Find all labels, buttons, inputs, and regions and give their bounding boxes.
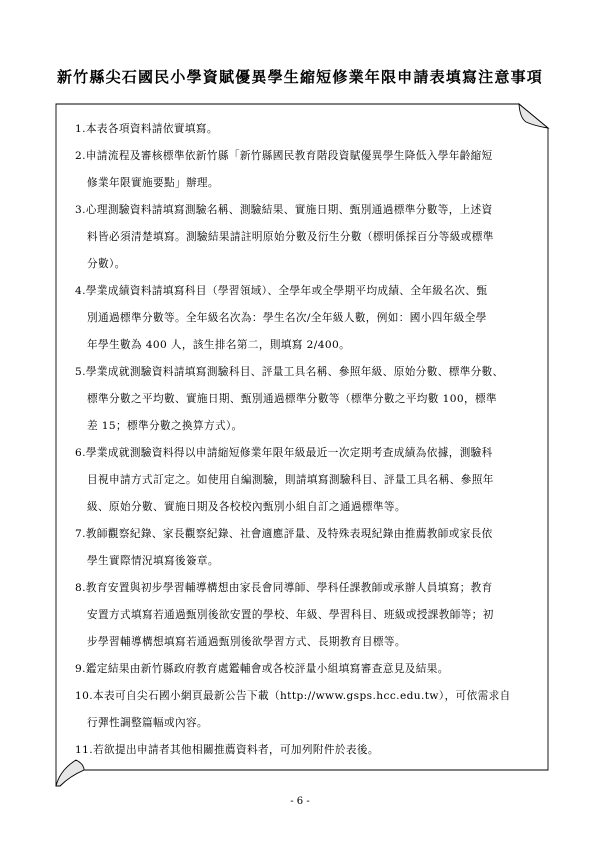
note-line: 安置方式填寫若通過甄別後欲安置的學校、年級、學習科目、班級或授課教師等；初 xyxy=(87,609,494,621)
note-line: 目視申請方式訂定之。如使用自編測驗，則請填寫測驗科目、評量工具名稱、參照年 xyxy=(87,474,494,486)
note-line: 分數）。 xyxy=(87,258,126,270)
note-item xyxy=(75,278,535,359)
note-item xyxy=(75,737,535,764)
note-item xyxy=(75,440,535,521)
note-line: 別通過標準分數等。全年級名次為：學生名次/全年級人數，例如：國小四年級全學 xyxy=(87,312,487,324)
note-line: 級、原始分數、實施日期及各校校內甄別小組自訂之通過標準等。 xyxy=(87,501,406,513)
note-line: 料皆必須清楚填寫。測驗結果請註明原始分數及衍生分數（標明係採百分等級或標準 xyxy=(87,231,494,243)
note-line: 3.心理測驗資料請填寫測驗名稱、測驗結果、實施日期、甄別通過標準分數等，上述資 xyxy=(75,204,493,216)
note-line: 差 15；標準分數之換算方式）。 xyxy=(87,420,243,432)
note-line: 5.學業成就測驗資料請填寫測驗科目、評量工具名稱、參照年級、原始分數、標準分數、 xyxy=(75,366,504,378)
note-item xyxy=(75,521,535,575)
note-item xyxy=(75,359,535,440)
note-line: 4.學業成績資料請填寫科目（學習領域）、全學年或全學期平均成績、全年級名次、甄 xyxy=(75,285,488,297)
note-line: 步學習輔導構想填寫若通過甄別後欲學習方式、長期教育目標等。 xyxy=(87,636,406,648)
note-item xyxy=(75,143,535,197)
note-line: 2.申請流程及審核標準依新竹縣「新竹縣國民教育階段資賦優異學生降低入學年齡縮短 xyxy=(75,150,493,162)
note-line: 行彈性調整篇幅或內容。 xyxy=(87,717,208,729)
note-item xyxy=(75,575,535,656)
note-line: 標準分數之平均數、實施日期、甄別通過標準分數等（標準分數之平均數 100，標準 xyxy=(87,393,497,405)
note-line: 1.本表各項資料請依實填寫。 xyxy=(75,123,218,135)
note-line: 修業年限實施要點」辦理。 xyxy=(87,177,219,189)
note-line: 學生實際情況填寫後簽章。 xyxy=(87,555,219,567)
note-item xyxy=(75,116,535,143)
note-line: 8.教育安置與初步學習輔導構想由家長會同導師、學科任課教師或承辦人員填寫；教育 xyxy=(75,582,493,594)
note-line: 10.本表可自尖石國小網頁最新公告下載（http://www.gsps.hcc.edu.tw），可依需求自 xyxy=(75,690,511,702)
note-line: 9.鑑定結果由新竹縣政府教育處鑑輔會或各校評量小組填寫審查意見及結果。 xyxy=(75,663,449,675)
note-item xyxy=(75,656,535,683)
note-item xyxy=(75,197,535,278)
note-line: 6.學業成就測驗資料得以申請縮短修業年限年級最近一次定期考查成績為依據，測驗科 xyxy=(75,447,493,459)
note-line: 7.教師觀察紀錄、家長觀察紀錄、社會適應評量、及特殊表現紀錄由推薦教師或家長依 xyxy=(75,528,493,540)
note-item xyxy=(75,683,535,737)
document-title: 新竹縣尖石國民小學資賦優異學生縮短修業年限申請表填寫注意事項 xyxy=(56,68,543,86)
notes-list xyxy=(75,116,535,764)
page-number: - 6 - xyxy=(290,796,310,807)
note-line: 11.若欲提出申請者其他相關推薦資料者，可加列附件於表後。 xyxy=(75,744,379,756)
note-line: 年學生數為 400 人，該生排名第二，則填寫 2/400。 xyxy=(87,339,351,351)
